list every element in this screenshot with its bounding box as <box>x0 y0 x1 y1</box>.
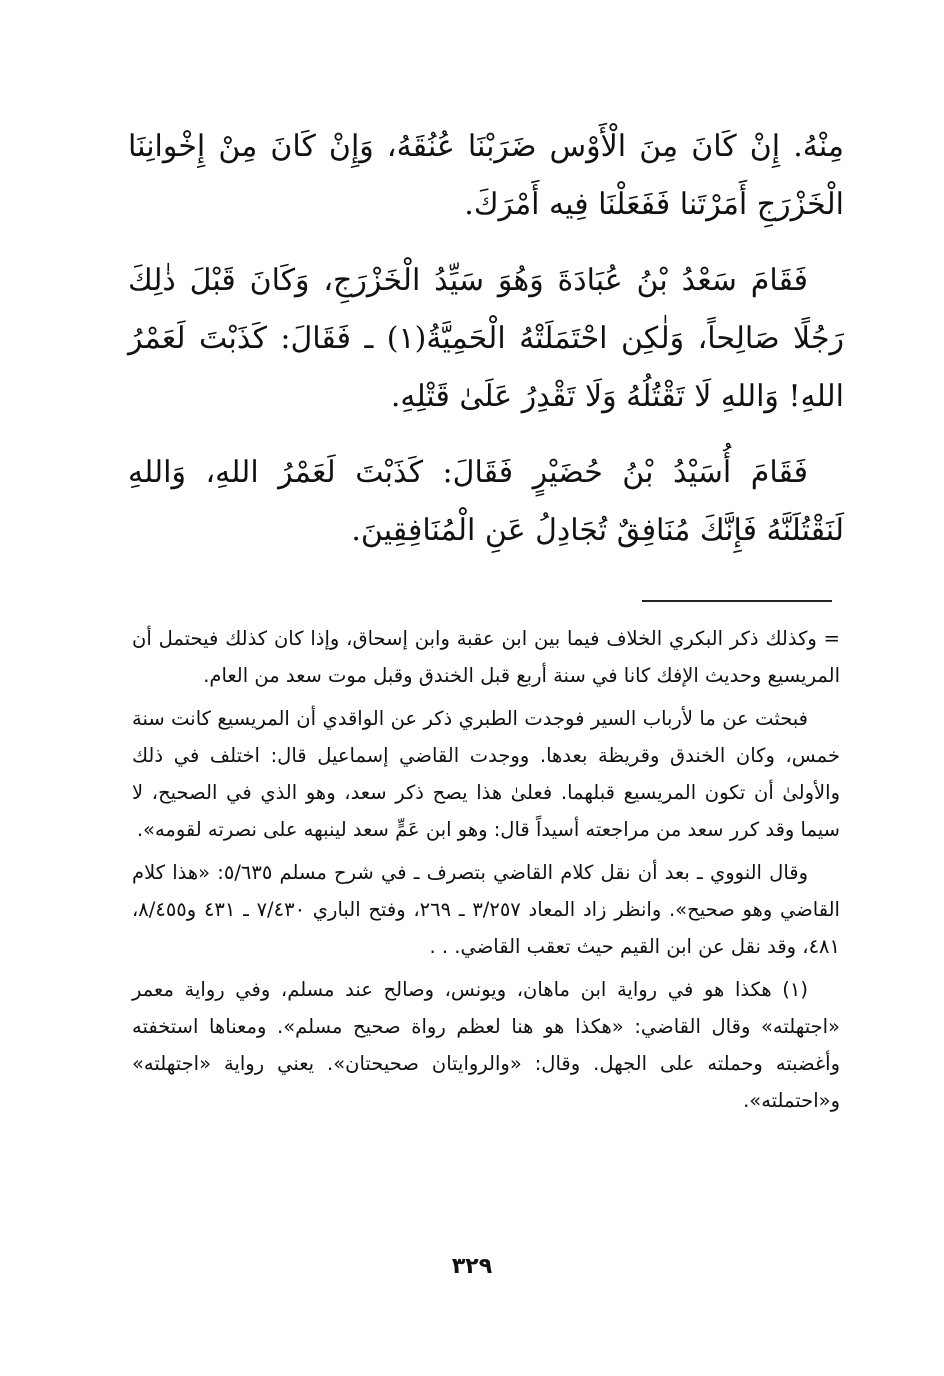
footnote-divider <box>642 600 832 602</box>
main-paragraph-1: مِنْهُ. إِنْ كَانَ مِنَ الْأَوْس ضَرَبْنَا عُنُقَهُ، وَإِنْ كَانَ مِنْ إِخْوانِنَا الْخَزْرَجِ أَمَرْتَنا فَفَعَلْنَا فِيه أَمْرَكَ. <box>128 129 844 222</box>
main-paragraph-2: فَقَامَ سَعْدُ بْنُ عُبَادَةَ وَهُوَ سَيِّدُ الْخَزْرَجِ، وَكَانَ قَبْلَ ذٰلِكَ رَجُلًا صَالِحاً، وَلٰكِن احْتَمَلَتْهُ الْحَمِيَّةُ(١) ـ فَقَالَ: كَذَبْتَ لَعَمْرُ اللهِ! وَاللهِ لَا تَقْتُلُهُ وَلَا تَقْدِرُ عَلَىٰ قَتْلِهِ. <box>128 263 844 414</box>
page-number: ٣٢٩ <box>451 1254 493 1279</box>
footnote-paragraph-3: وقال النووي ـ بعد أن نقل كلام القاضي بتصرف ـ في شرح مسلم ٥/٦٣٥: «هذا كلام القاضي وهو صحيح». وانظر زاد المعاد ٣/٢٥٧ ـ ٢٦٩، وفتح الباري ٧/٤٣٠ ـ ٤٣١ و٨/٤٥٥، ٤٨١، وقد نقل عن ابن القيم حيث تعقب القاضي. . . <box>132 861 840 958</box>
main-text <box>128 118 844 578</box>
footnotes <box>132 620 840 1125</box>
footnote-1: (١) هكذا هو في رواية ابن ماهان، ويونس، وصالح عند مسلم، وفي رواية معمر «اجتهلته» وقال القاضي: «هكذا هو هنا لعظم رواة صحيح مسلم». ومعناها استخفته وأغضبته وحملته على الجهل. وقال: «والروايتان صحيحتان». يعني رواية «اجتهلته» و«احتملته». <box>132 978 840 1112</box>
footnote-continuation: = وكذلك ذكر البكري الخلاف فيما بين ابن عقبة وابن إسحاق، وإذا كان كذلك فيحتمل أن المريسيع وحديث الإفك كانا في سنة أربع قبل الخندق وقبل موت سعد من العام. <box>132 627 840 687</box>
main-paragraph-3: فَقَامَ أُسَيْدُ بْنُ حُضَيْرٍ فَقَالَ: كَذَبْتَ لَعَمْرُ اللهِ، وَاللهِ لَنَقْتُلَنَّهُ فَإِنَّكَ مُنَافِقٌ تُجَادِلُ عَنِ الْمُنَافِقِينَ. <box>128 455 844 548</box>
footnote-paragraph-2: فبحثت عن ما لأرباب السير فوجدت الطبري ذكر عن الواقدي أن المريسيع كانت سنة خمس، وكان الخندق وقريظة بعدها. ووجدت القاضي إسماعيل قال: اختلف في ذلك والأولىٰ أن تكون المريسيع قبلهما. فعلىٰ هذا يصح ذكر سعد، وهو الذي في الصحيح، لا سيما وقد كرر سعد من مراجعته أسيداً قال: وهو ابن عَمٍّ سعد لينبهه على نصرته لقومه». <box>132 707 840 841</box>
